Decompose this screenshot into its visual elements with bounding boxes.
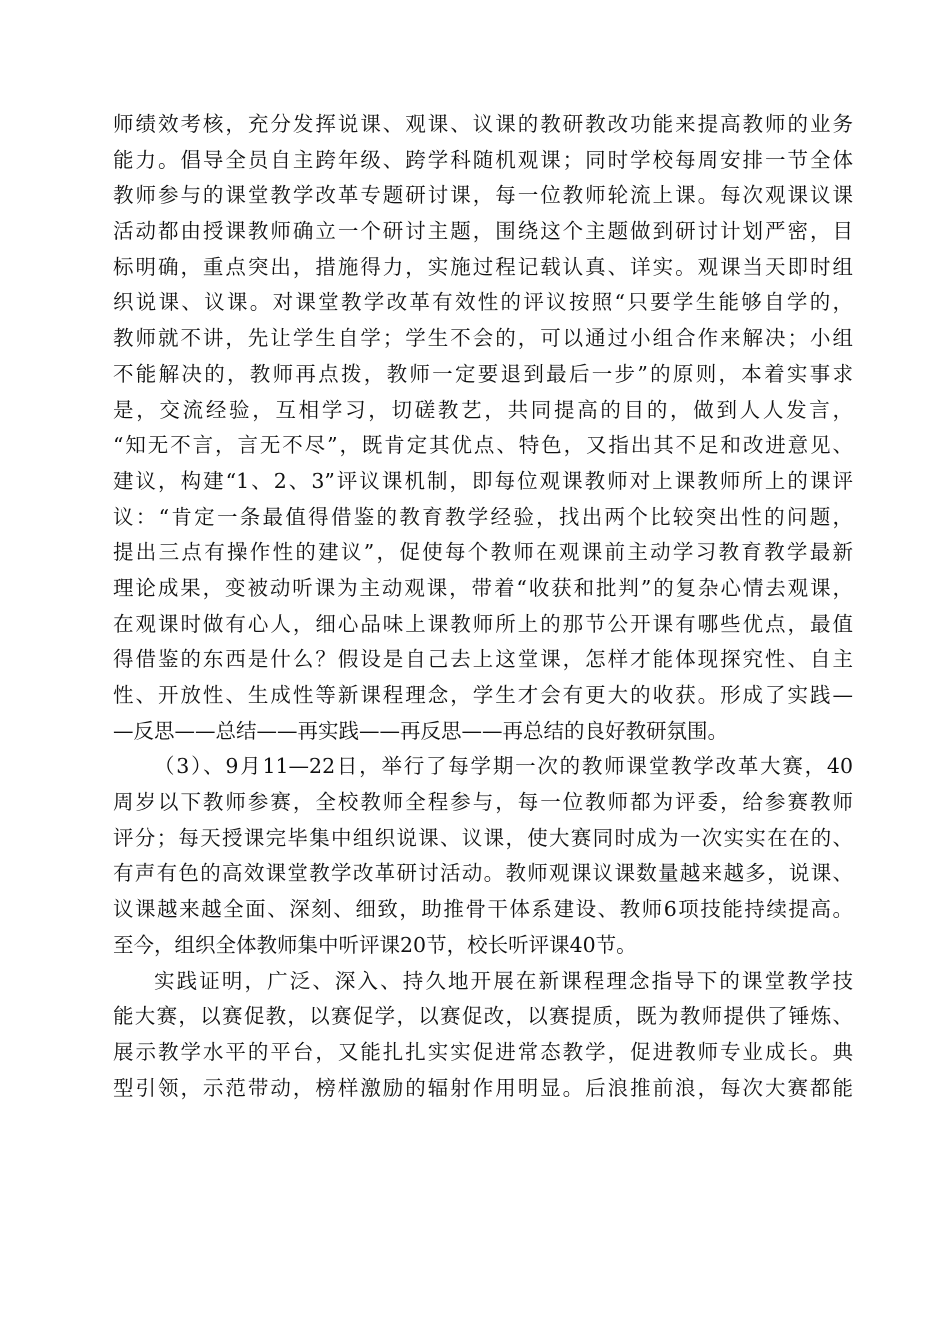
text-line: 有声有色的高效课堂教学改革研讨活动。教师观课议课数量越来越多，说课、: [113, 861, 853, 886]
text-line: 标明确，重点突出，措施得力，实施过程记载认真、详实。观课当天即时组: [113, 254, 853, 279]
text-line: 提出三点有操作性的建议”，促使每个教师在观课前主动学习教育教学最新: [113, 540, 853, 565]
text-line: 议课越来越全面、深刻、细致，助推骨干体系建设、教师6项技能持续提高。: [113, 897, 853, 922]
text-line: 教师参与的课堂教学改革专题研讨课，每一位教师轮流上课。每次观课议课: [113, 183, 853, 208]
text-line: 师绩效考核，充分发挥说课、观课、议课的教研教改功能来提高教师的业务: [113, 112, 853, 136]
text-line: 展示教学水平的平台，又能扎扎实实促进常态教学，促进教师专业成长。典: [113, 1039, 853, 1064]
text-line: 教师就不讲，先让学生自学；学生不会的，可以通过小组合作来解决；小组: [113, 326, 853, 351]
text-line: 不能解决的，教师再点拨，教师一定要退到最后一步”的原则，本着实事求: [113, 361, 853, 386]
text-line: 实践证明，广泛、深入、持久地开展在新课程理念指导下的课堂教学技: [154, 968, 853, 993]
paragraph-teaching-contest: [113, 749, 853, 963]
paragraph-practice-proves: [113, 964, 853, 1107]
text-line: 能力。倡导全员自主跨年级、跨学科随机观课；同时学校每周安排一节全体: [113, 147, 853, 172]
text-line: 建议，构建“1、2、3”评议课机制，即每位观课教师对上课教师所上的课评: [113, 468, 853, 493]
text-line: 得借鉴的东西是什么？假设是自己去上这堂课，怎样才能体现探究性、自主: [113, 647, 853, 672]
paragraph-observation-activities: [113, 107, 853, 749]
text-line: 周岁以下教师参赛，全校教师全程参与，每一位教师都为评委，给参赛教师: [113, 790, 853, 815]
text-line: “知无不言，言无不尽”，既肯定其优点、特色，又指出其不足和改进意见、: [113, 433, 853, 458]
text-line: 活动都由授课教师确立一个研讨主题，围绕这个主题做到研讨计划严密，目: [113, 219, 853, 244]
text-line: 是，交流经验，互相学习，切磋教艺，共同提高的目的，做到人人发言，: [113, 397, 853, 422]
text-line: 型引领，示范带动，榜样激励的辐射作用明显。后浪推前浪，每次大赛都能: [113, 1075, 853, 1100]
text-line: 至今，组织全体教师集中听评课20节，校长听评课40节。: [113, 932, 637, 957]
text-line: （3）、9月11—22日，举行了每学期一次的教师课堂教学改革大赛，40: [154, 754, 853, 779]
text-line: 在观课时做有心人，细心品味上课教师所上的那节公开课有哪些优点，最值: [113, 611, 853, 636]
text-line: 评分；每天授课完毕集中组织说课、议课，使大赛同时成为一次实实在在的、: [113, 825, 853, 850]
text-line: 议：“肯定一条最值得借鉴的教育教学经验，找出两个比较突出性的问题，: [113, 504, 853, 529]
text-line: 理论成果，变被动听课为主动观课，带着“收获和批判”的复杂心情去观课，: [113, 575, 853, 600]
text-line: —反思——总结——再实践——再反思——再总结的良好教研氛围。: [113, 718, 728, 743]
text-line: 能大赛，以赛促教，以赛促学，以赛促改，以赛提质，既为教师提供了锤炼、: [113, 1004, 853, 1029]
text-line: 织说课、议课。对课堂教学改革有效性的评议按照“只要学生能够自学的，: [113, 290, 853, 315]
document-body: [113, 107, 853, 1106]
text-line: 性、开放性、生成性等新课程理念，学生才会有更大的收获。形成了实践—: [113, 683, 853, 707]
